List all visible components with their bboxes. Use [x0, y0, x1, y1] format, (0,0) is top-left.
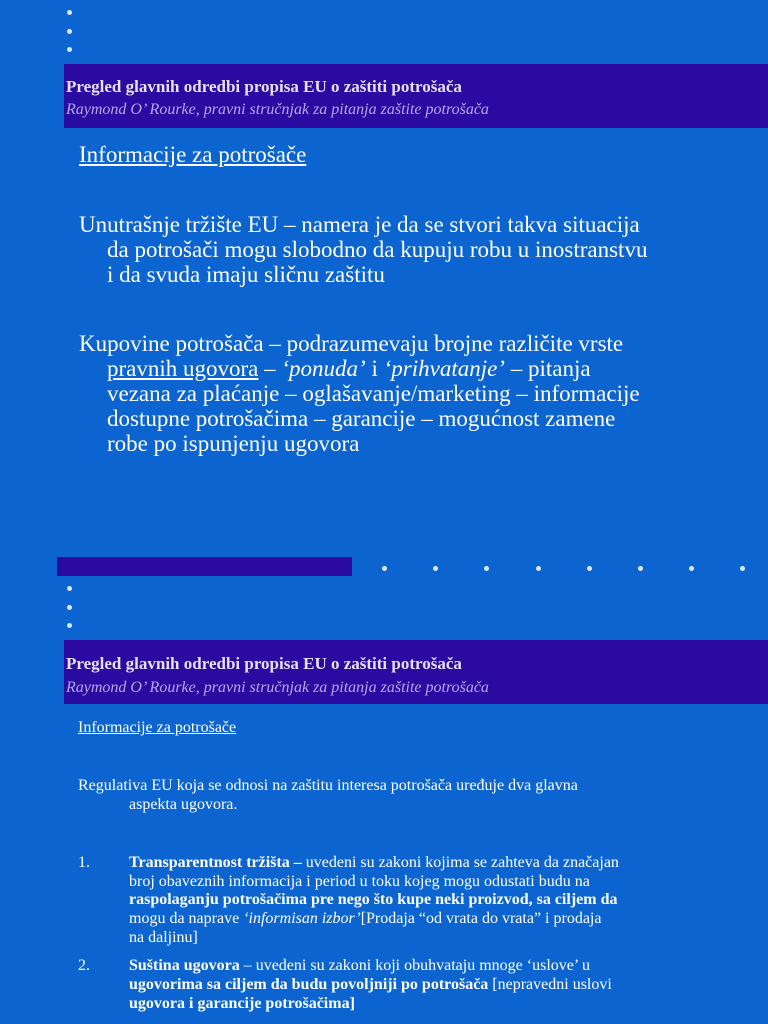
- item2-bold-text: ugovorima sa ciljem da budu povoljniji po potrošača: [129, 976, 489, 993]
- item1-line2: broj obaveznih informacija i period u toku kojeg mogu odustati budu na: [129, 873, 590, 890]
- slide1-subtitle: Raymond O’ Rourke, pravni stručnjak za pitanja zaštite potrošača: [66, 101, 489, 118]
- item2-line3: ugovora i garancije potrošačima]: [129, 995, 355, 1012]
- offer-text: ‘ponuda’: [281, 356, 366, 381]
- slide1-p2-line2: [107, 356, 591, 382]
- item1-line1: [129, 854, 619, 872]
- bullet-dot-icon: [67, 10, 72, 15]
- bullet-dot-icon: [67, 605, 72, 610]
- slide1-p2-line5: robe po ispunjenju ugovora: [107, 431, 360, 456]
- bullet-dot-icon: [67, 47, 72, 52]
- slide1-p2-line4: dostupne potrošačima – garancije – mogućnost zamene: [107, 406, 616, 431]
- dash-text: –: [258, 356, 282, 381]
- slide2-intro-line2: aspekta ugovora.: [129, 796, 238, 813]
- item1-line4: [129, 910, 601, 928]
- issues-text: – pitanja: [504, 356, 591, 381]
- item1-text: [Prodaja “od vrata do vrata” i prodaja: [360, 910, 602, 927]
- bullet-dot-icon: [67, 623, 72, 628]
- bullet-dot-icon: [67, 586, 72, 591]
- slide1-p1-line1: Unutrašnje tržište EU – namera je da se stvori takva situacija: [79, 212, 640, 237]
- bullet-dot-icon: [587, 566, 592, 571]
- item2-text: – uvedeni su zakoni koji obuhvataju mnoge ‘uslove’ u: [239, 957, 590, 974]
- legal-contracts-text: pravnih ugovora: [107, 356, 259, 381]
- list-number-2: 2.: [78, 957, 90, 974]
- slide1-p1-line2: da potrošači mogu slobodno da kupuju robu u inostranstvu: [107, 237, 648, 262]
- bullet-dot-icon: [433, 566, 438, 571]
- item1-text: uvedeni su zakoni kojima se zahteva da značajan: [301, 854, 619, 871]
- bullet-dot-icon: [382, 566, 387, 571]
- slide1-heading: Informacije za potrošače: [79, 142, 307, 167]
- bullet-dot-icon: [740, 566, 745, 571]
- bullet-dot-icon: [67, 29, 72, 34]
- slide2-title-banner: [64, 640, 768, 704]
- slide2-title: Pregled glavnih odredbi propisa EU o zaštiti potrošača: [66, 654, 462, 673]
- list-number-1: 1.: [78, 854, 90, 871]
- slide2-heading: Informacije za potrošače: [78, 719, 237, 736]
- item2-line1: [129, 957, 590, 975]
- acceptance-text: ‘prihvatanje’: [383, 356, 505, 381]
- slide2-intro-line1: Regulativa EU koja se odnosi na zaštitu interesa potrošača uređuje dva glavna: [78, 777, 578, 794]
- slide1-p2-line3: vezana za plaćanje – oglašavanje/marketing – informacije: [107, 381, 640, 406]
- slide1-title: Pregled glavnih odredbi propisa EU o zaštiti potrošača: [66, 77, 462, 96]
- item2-text: [nepravedni uslovi: [488, 976, 612, 993]
- and-text: i: [365, 356, 384, 381]
- item2-line2: [129, 976, 612, 994]
- bullet-dot-icon: [689, 566, 694, 571]
- slide1-p2-line1: Kupovine potrošača – podrazumevaju brojne različite vrste: [79, 331, 624, 356]
- slide1-title-banner: [64, 64, 768, 128]
- bullet-dot-icon: [638, 566, 643, 571]
- contract-essence-text: Suština ugovora: [129, 957, 240, 974]
- item1-line5: na daljinu]: [129, 929, 198, 946]
- bullet-dot-icon: [536, 566, 541, 571]
- bullet-dot-icon: [484, 566, 489, 571]
- slide-separator-bar: [57, 557, 352, 576]
- slide1-p1-line3: i da svuda imaju sličnu zaštitu: [107, 262, 385, 287]
- item1-line3: raspolaganju potrošačima pre nego što kupe neki proizvod, sa ciljem da: [129, 891, 618, 908]
- informed-choice-text: ‘informisan izbor’: [243, 910, 361, 927]
- slide2-subtitle: Raymond O’ Rourke, pravni stručnjak za pitanja zaštite potrošača: [66, 679, 489, 696]
- market-transparency-text: Transparentnost tržišta –: [129, 854, 302, 871]
- item1-text: mogu da naprave: [129, 910, 244, 927]
